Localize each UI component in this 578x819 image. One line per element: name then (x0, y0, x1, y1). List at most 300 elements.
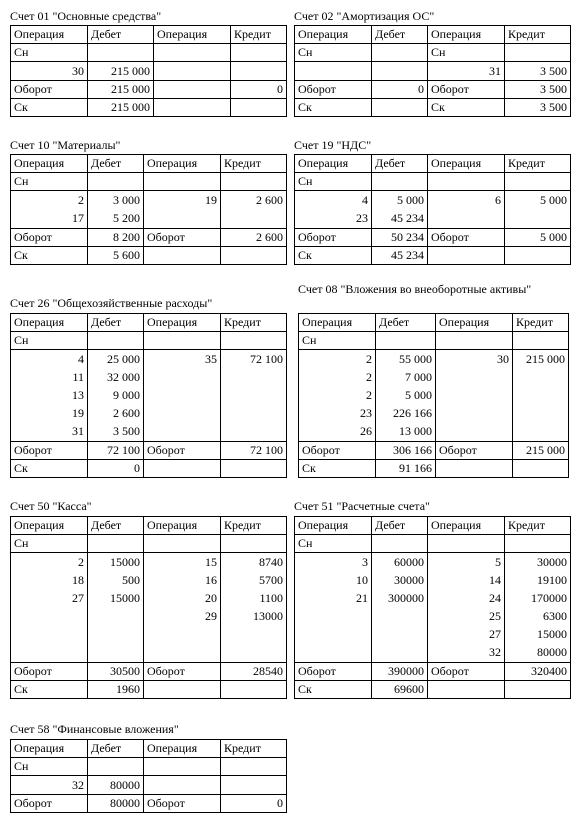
header-debit: Дебет (88, 155, 144, 173)
opening-credit (221, 758, 287, 776)
closing-row (295, 99, 571, 117)
entry-amount: 30000 (537, 555, 567, 569)
opening-label: Сн (11, 758, 88, 776)
entry-amount: 5 000 (540, 193, 567, 207)
entry-operation: 30 (497, 352, 509, 366)
account-title: Счет 19 "НДС" (294, 138, 372, 152)
account-title: Счет 10 "Материалы" (10, 138, 121, 152)
account-table (298, 313, 569, 478)
entry-amount: 60000 (394, 555, 424, 569)
entry-operation: 31 (72, 424, 84, 438)
opening-label: Сн (11, 173, 88, 191)
turnover-debit: 390000 (372, 663, 428, 681)
turnover-label: Оборот (11, 663, 88, 681)
entry-operation: 11 (72, 370, 84, 384)
opening-row (11, 758, 287, 776)
debit-operations (11, 553, 88, 663)
credit-amounts (221, 776, 287, 795)
header-credit: Кредит (231, 26, 287, 44)
opening-row (295, 535, 571, 553)
entry-operation: 20 (205, 591, 217, 605)
entry-operation: 2 (366, 352, 372, 366)
closing-label: Ск (295, 247, 372, 265)
account-table (10, 516, 287, 699)
entry-operation: 32 (489, 645, 501, 659)
entry-amount: 32 000 (107, 370, 140, 384)
entry-operation: 19 (205, 193, 217, 207)
opening-credit (221, 332, 287, 350)
entries-row (11, 350, 287, 442)
opening-row (299, 332, 569, 350)
entry-amount: 13000 (253, 609, 283, 623)
header-operation: Операция (428, 155, 505, 173)
credit-operations (144, 191, 221, 229)
closing-label: Ск (295, 681, 372, 699)
turnover-debit: 80000 (88, 795, 144, 813)
header-operation: Операция (11, 26, 88, 44)
entry-amount: 25 000 (107, 352, 140, 366)
opening-label: Сн (299, 332, 376, 350)
entry-operation: 23 (360, 406, 372, 420)
opening-debit (376, 332, 436, 350)
entry-amount: 30000 (394, 573, 424, 587)
entries-row (295, 62, 571, 81)
entry-operation: 5 (495, 555, 501, 569)
header-operation: Операция (295, 155, 372, 173)
entry-operation: 13 (72, 388, 84, 402)
opening-debit (88, 758, 144, 776)
account-table (294, 154, 571, 265)
turnover-label: Оборот (144, 442, 221, 460)
entry-operation: 15 (205, 555, 217, 569)
account-title: Счет 08 "Вложения во внеоборотные активы" (298, 282, 532, 296)
turnover-debit: 215 000 (88, 81, 154, 99)
entry-operation: 29 (205, 609, 217, 623)
account-table (10, 154, 287, 265)
header-debit: Дебет (372, 517, 428, 535)
opening-label: Сн (295, 173, 372, 191)
credit-operations (428, 191, 505, 229)
debit-amounts (88, 350, 144, 442)
turnover-label: Оборот (144, 795, 221, 813)
entry-operation: 23 (356, 211, 368, 225)
entry-amount: 72 100 (250, 352, 283, 366)
entry-operation: 25 (489, 609, 501, 623)
debit-operations (11, 350, 88, 442)
turnover-credit: 5 000 (505, 229, 571, 247)
entry-amount: 15000 (110, 555, 140, 569)
turnover-debit: 0 (372, 81, 428, 99)
turnover-row (11, 229, 287, 247)
entry-amount: 13 000 (399, 424, 432, 438)
entry-operation: 4 (78, 352, 84, 366)
opening-row (11, 173, 287, 191)
entry-amount: 5 000 (405, 388, 432, 402)
opening-credit (221, 535, 287, 553)
entry-operation: 27 (72, 591, 84, 605)
closing-credit (221, 681, 287, 699)
turnover-credit: 3 500 (505, 81, 571, 99)
entry-amount: 226 166 (393, 406, 432, 420)
entry-operation: 26 (360, 424, 372, 438)
empty-cell (436, 332, 513, 350)
opening-credit (505, 44, 571, 62)
debit-operations (295, 553, 372, 663)
entries-row (11, 776, 287, 795)
header-credit: Кредит (221, 155, 287, 173)
closing-credit (221, 460, 287, 478)
turnover-credit: 72 100 (221, 442, 287, 460)
header-debit: Дебет (372, 155, 428, 173)
debit-amounts (88, 191, 144, 229)
header-operation: Операция (11, 314, 88, 332)
header-debit: Дебет (376, 314, 436, 332)
entry-operation: 16 (205, 573, 217, 587)
turnover-row (11, 795, 287, 813)
entry-operation: 4 (362, 193, 368, 207)
entry-operation: 32 (72, 778, 84, 792)
credit-operations (428, 553, 505, 663)
credit-operations (144, 350, 221, 442)
turnover-label: Оборот (11, 81, 88, 99)
closing-credit (513, 460, 569, 478)
entries-row (11, 62, 287, 81)
turnover-label: Оборот (428, 663, 505, 681)
closing-label: Ск (11, 99, 88, 117)
turnover-debit: 8 200 (88, 229, 144, 247)
header-operation: Операция (295, 517, 372, 535)
empty-cell (144, 681, 221, 699)
empty-cell (428, 173, 505, 191)
opening-row (295, 173, 571, 191)
credit-amounts (505, 191, 571, 229)
opening-credit (221, 173, 287, 191)
entry-amount: 300000 (388, 591, 424, 605)
turnover-row (11, 663, 287, 681)
opening-debit (372, 44, 428, 62)
opening-label: Сн (11, 332, 88, 350)
account-table (10, 313, 287, 478)
header-operation: Операция (11, 155, 88, 173)
account-title: Счет 51 "Расчетные счета" (294, 499, 430, 513)
opening-row (295, 44, 571, 62)
closing-credit (221, 247, 287, 265)
header-row (11, 740, 287, 758)
turnover-label: Оборот (436, 442, 513, 460)
empty-cell (428, 535, 505, 553)
debit-amounts (88, 553, 144, 663)
entry-operation: 17 (72, 211, 84, 225)
entry-operation: 27 (489, 627, 501, 641)
header-row (295, 155, 571, 173)
entry-amount: 5700 (259, 573, 283, 587)
entry-operation: 31 (489, 64, 501, 78)
empty-cell (154, 44, 231, 62)
turnover-credit: 0 (221, 795, 287, 813)
entry-amount: 5 200 (113, 211, 140, 225)
closing-debit: 5 600 (88, 247, 144, 265)
opening-row (11, 332, 287, 350)
header-credit: Кредит (221, 517, 287, 535)
empty-cell (144, 535, 221, 553)
turnover-credit: 320400 (505, 663, 571, 681)
debit-operations (295, 191, 372, 229)
entry-operation: 2 (366, 370, 372, 384)
credit-operations (436, 350, 513, 442)
turnover-label: Оборот (11, 795, 88, 813)
turnover-label: Оборот (295, 229, 372, 247)
entry-amount: 80000 (537, 645, 567, 659)
turnover-row (11, 442, 287, 460)
turnover-credit: 2 600 (221, 229, 287, 247)
turnover-debit: 72 100 (88, 442, 144, 460)
turnover-label: Оборот (295, 81, 372, 99)
turnover-credit: 215 000 (513, 442, 569, 460)
credit-operations (144, 553, 221, 663)
header-debit: Дебет (372, 26, 428, 44)
header-operation: Операция (144, 740, 221, 758)
header-credit: Кредит (505, 517, 571, 535)
debit-operations (11, 776, 88, 795)
debit-operations (295, 62, 372, 81)
closing-debit: 1960 (88, 681, 144, 699)
account-title: Счет 02 "Амортизация ОС" (294, 9, 435, 23)
entries-row (299, 350, 569, 442)
turnover-row (11, 81, 287, 99)
closing-debit: 0 (88, 460, 144, 478)
header-operation: Операция (295, 26, 372, 44)
header-operation: Операция (144, 314, 221, 332)
closing-debit (372, 99, 428, 117)
entry-amount: 9 000 (113, 388, 140, 402)
entry-operation: 6 (495, 193, 501, 207)
debit-amounts (88, 62, 154, 81)
entry-amount: 15000 (110, 591, 140, 605)
account-table (294, 25, 571, 117)
entry-operation: 19 (72, 406, 84, 420)
opening-row (11, 535, 287, 553)
entry-amount: 3 500 (540, 64, 567, 78)
credit-operations (428, 62, 505, 81)
entry-operation: 2 (78, 193, 84, 207)
header-operation: Операция (299, 314, 376, 332)
opening-label: Сн (428, 44, 505, 62)
header-row (11, 26, 287, 44)
opening-label: Сн (295, 535, 372, 553)
closing-label: Ск (295, 99, 372, 117)
empty-cell (144, 247, 221, 265)
opening-credit (513, 332, 569, 350)
entry-amount: 215 000 (526, 352, 565, 366)
empty-cell (154, 99, 231, 117)
opening-debit (88, 173, 144, 191)
empty-cell (428, 247, 505, 265)
turnover-label: Оборот (144, 663, 221, 681)
entry-amount: 55 000 (399, 352, 432, 366)
closing-row (295, 681, 571, 699)
debit-amounts (376, 350, 436, 442)
credit-amounts (505, 553, 571, 663)
credit-operations (144, 776, 221, 795)
turnover-debit: 306 166 (376, 442, 436, 460)
header-operation: Операция (428, 517, 505, 535)
entry-operation: 21 (356, 591, 368, 605)
entry-operation: 18 (72, 573, 84, 587)
header-credit: Кредит (221, 740, 287, 758)
debit-amounts (88, 776, 144, 795)
closing-row (11, 460, 287, 478)
turnover-label: Оборот (428, 81, 505, 99)
empty-cell (144, 758, 221, 776)
debit-amounts (372, 62, 428, 81)
closing-row (11, 99, 287, 117)
closing-row (11, 247, 287, 265)
closing-credit (505, 681, 571, 699)
closing-label: Ск (299, 460, 376, 478)
turnover-label: Оборот (428, 229, 505, 247)
entries-row (11, 553, 287, 663)
closing-credit: 3 500 (505, 99, 571, 117)
header-debit: Дебет (88, 740, 144, 758)
entry-operation: 30 (72, 64, 84, 78)
opening-label: Сн (295, 44, 372, 62)
account-table (10, 25, 287, 117)
empty-cell (144, 460, 221, 478)
account-title: Счет 50 "Касса" (10, 499, 92, 513)
entry-operation: 10 (356, 573, 368, 587)
turnover-label: Оборот (11, 442, 88, 460)
credit-amounts (513, 350, 569, 442)
entries-row (11, 191, 287, 229)
entry-amount: 215 000 (111, 64, 150, 78)
entry-operation: 3 (362, 555, 368, 569)
header-credit: Кредит (505, 155, 571, 173)
opening-debit (372, 173, 428, 191)
entry-amount: 1100 (259, 591, 283, 605)
opening-credit (505, 173, 571, 191)
turnover-row (295, 229, 571, 247)
turnover-debit: 30500 (88, 663, 144, 681)
turnover-credit: 0 (231, 81, 287, 99)
closing-credit (505, 247, 571, 265)
entry-amount: 2 600 (256, 193, 283, 207)
opening-label: Сн (11, 44, 88, 62)
entry-amount: 3 000 (113, 193, 140, 207)
opening-debit (88, 44, 154, 62)
entries-row (295, 553, 571, 663)
entry-amount: 500 (122, 573, 140, 587)
closing-row (11, 681, 287, 699)
header-operation: Операция (11, 517, 88, 535)
header-debit: Дебет (88, 314, 144, 332)
closing-row (295, 247, 571, 265)
opening-row (11, 44, 287, 62)
entry-amount: 7 000 (405, 370, 432, 384)
credit-amounts (221, 553, 287, 663)
debit-amounts (372, 553, 428, 663)
entry-operation: 24 (489, 591, 501, 605)
turnover-row (299, 442, 569, 460)
closing-credit (231, 99, 287, 117)
header-row (11, 155, 287, 173)
closing-debit: 45 234 (372, 247, 428, 265)
turnover-label: Оборот (299, 442, 376, 460)
account-title: Счет 58 "Финансовые вложения" (10, 722, 179, 736)
entry-operation: 14 (489, 573, 501, 587)
entry-operation: 35 (205, 352, 217, 366)
account-table (294, 516, 571, 699)
account-title: Счет 26 "Общехозяйственные расходы" (10, 296, 213, 310)
debit-operations (11, 191, 88, 229)
credit-operations (154, 62, 231, 81)
opening-debit (88, 332, 144, 350)
header-row (11, 517, 287, 535)
closing-label: Ск (11, 247, 88, 265)
empty-cell (436, 460, 513, 478)
entry-amount: 45 234 (391, 211, 424, 225)
entry-amount: 170000 (531, 591, 567, 605)
entries-row (295, 191, 571, 229)
closing-row (299, 460, 569, 478)
entry-amount: 19100 (537, 573, 567, 587)
header-row (295, 517, 571, 535)
opening-debit (372, 535, 428, 553)
entry-amount: 2 600 (113, 406, 140, 420)
credit-amounts (231, 62, 287, 81)
turnover-label: Оборот (295, 663, 372, 681)
entry-amount: 80000 (110, 778, 140, 792)
header-row (299, 314, 569, 332)
turnover-row (295, 663, 571, 681)
credit-amounts (221, 191, 287, 229)
entry-amount: 5 000 (397, 193, 424, 207)
header-operation: Операция (428, 26, 505, 44)
header-operation: Операция (436, 314, 513, 332)
entry-operation: 2 (78, 555, 84, 569)
account-title: Счет 01 "Основные средства" (10, 9, 162, 23)
debit-operations (299, 350, 376, 442)
turnover-row (295, 81, 571, 99)
closing-debit: 91 166 (376, 460, 436, 478)
empty-cell (154, 81, 231, 99)
opening-credit (505, 535, 571, 553)
opening-debit (88, 535, 144, 553)
entry-amount: 6300 (543, 609, 567, 623)
debit-operations (11, 62, 88, 81)
empty-cell (144, 332, 221, 350)
closing-debit: 69600 (372, 681, 428, 699)
header-row (11, 314, 287, 332)
header-credit: Кредит (513, 314, 569, 332)
header-debit: Дебет (88, 517, 144, 535)
header-credit: Кредит (505, 26, 571, 44)
empty-cell (428, 681, 505, 699)
header-operation: Операция (144, 155, 221, 173)
entry-amount: 8740 (259, 555, 283, 569)
header-debit: Дебет (88, 26, 154, 44)
header-operation: Операция (154, 26, 231, 44)
closing-label: Ск (428, 99, 505, 117)
entry-operation: 2 (366, 388, 372, 402)
opening-credit (231, 44, 287, 62)
header-operation: Операция (144, 517, 221, 535)
turnover-debit: 50 234 (372, 229, 428, 247)
closing-label: Ск (11, 681, 88, 699)
closing-label: Ск (11, 460, 88, 478)
closing-debit: 215 000 (88, 99, 154, 117)
turnover-label: Оборот (144, 229, 221, 247)
turnover-credit: 28540 (221, 663, 287, 681)
